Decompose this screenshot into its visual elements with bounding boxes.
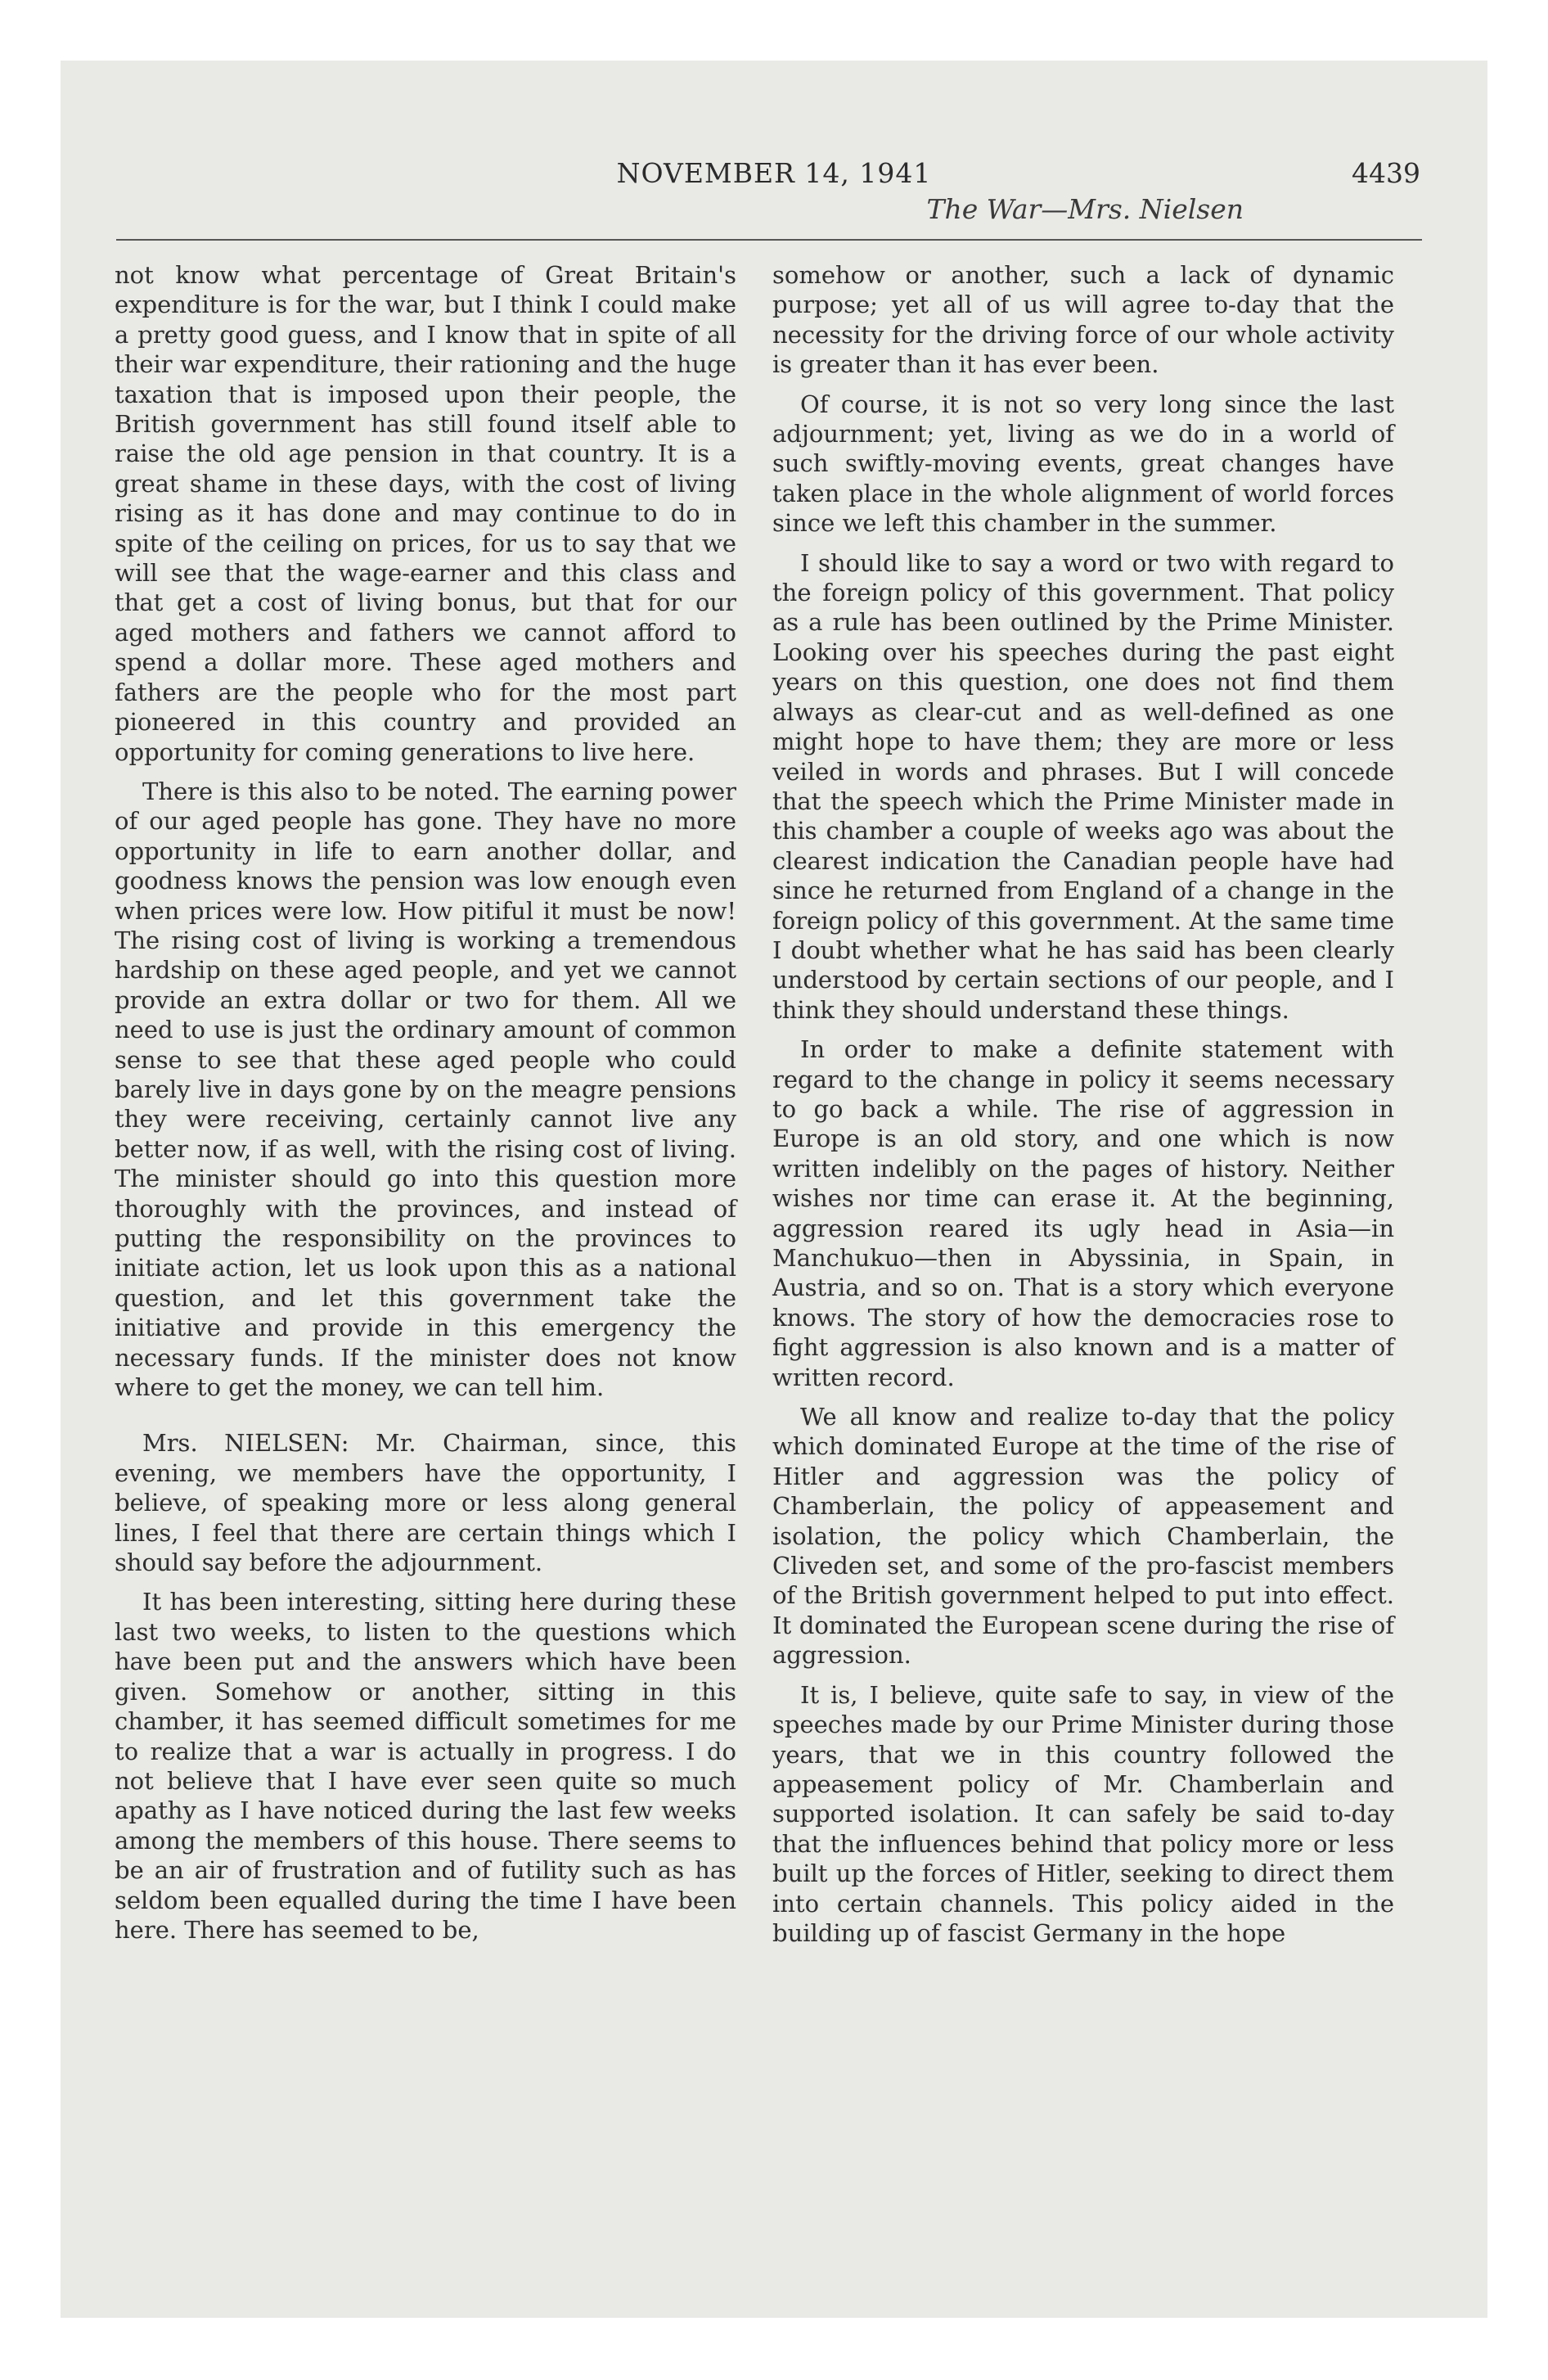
paragraph: There is this also to be noted. The earning power of our aged people has gone. They have no more opportunity in life to earn another dollar, and goodness knows the pension was low enough even when prices were low. How pitiful it must be now! The rising cost of living is working a tremendous hardship on these aged people, and yet we cannot provide an extra dollar or two for them. All we need to use is just the ordinary amount of common sense to see that these aged people who could barely live in days gone by on the meagre pensions they were receiving, certainly cannot live any better now, if as well, with the rising cost of living. The minister should go into this question more thoroughly with the provinces, and instead of putting the responsibility on the provinces to initiate action, let us look upon this as a national question, and let this government take the initiative and provide in this emergency the necessary funds. If the minister does not know where to get the money, we can tell him. — [115, 777, 736, 1402]
paragraph: We all know and realize to-day that the policy which dominated Europe at the time of the rise of Hitler and aggression was the policy of Chamberlain, the policy of appeasement and isolation, the policy which Chamberlain, the Cliveden set, and some of the pro-fascist members of the British government helped to put into effect. It dominated the European scene during the rise of aggression. — [772, 1403, 1394, 1670]
paragraph: It has been interesting, sitting here during these last two weeks, to listen to the questions which have been put and the answers which have been given. Somehow or another, sitting in this chamber, it has seemed difficult sometimes for me to realize that a war is actually in progress. I do not believe that I have ever seen quite so much apathy as I have noticed during the last few weeks among the members of this house. There seems to be an air of frustration and of futility such as has seldom been equalled during the time I have been here. There has seemed to be, — [115, 1588, 736, 1944]
paragraph: In order to make a definite statement with regard to the change in policy it seems necessary to go back a while. The rise of aggression in Europe is an old story, and one which is now written indelibly on the pages of history. Neither wishes nor time can erase it. At the beginning, aggression reared its ugly head in Asia—in Manchukuo—then in Abyssinia, in Spain, in Austria, and so on. That is a story which everyone knows. The story of how the democracies rose to fight aggression is also known and is a matter of written record. — [772, 1035, 1394, 1391]
paragraph: not know what percentage of Great Britain's expenditure is for the war, but I think I could make a pretty good guess, and I know that in spite of all their war expenditure, their rationing and the huge taxation that is imposed upon their people, the British government has still found itself able to raise the old age pension in that country. It is a great shame in these days, with the cost of living rising as it has done and may continue to do in spite of the ceiling on prices, for us to say that we will see that the wage-earner and this class and that get a cost of living bonus, but that for our aged mothers and fathers we cannot afford to spend a dollar more. These aged mothers and fathers are the people who for the most part pioneered in this country and provided an opportunity for coming generations to live here. — [115, 261, 736, 766]
paragraph-speaker-intro: Mrs. NIELSEN: Mr. Chairman, since, this evening, we members have the opportunity, I believe, of speaking more or less along general lines, I feel that there are certain things which I should say before the adjournment. — [115, 1429, 736, 1577]
paragraph: somehow or another, such a lack of dynamic purpose; yet all of us will agree to-day that the necessity for the driving force of our whole activity is greater than it has ever been. — [772, 261, 1394, 379]
right-column — [772, 260, 1394, 1958]
header-rule — [116, 239, 1422, 241]
page-number: 4439 — [1352, 157, 1420, 189]
running-header-subject: The War—Mrs. Nielsen — [926, 193, 1244, 225]
paragraph: Of course, it is not so very long since the last adjournment; yet, living as we do in a world of such swiftly-moving events, great changes have taken place in the whole alignment of world forces since we left this chamber in the summer. — [772, 390, 1394, 538]
running-header-date: NOVEMBER 14, 1941 — [616, 157, 932, 189]
left-column — [115, 260, 736, 1954]
paragraph: I should like to say a word or two with regard to the foreign policy of this government. That policy as a rule has been outlined by the Prime Minister. Looking over his speeches during the past eight years on this question, one does not find them always as clear-cut and as well-defined as one might hope to have them; they are more or less veiled in words and phrases. But I will concede that the speech which the Prime Minister made in this chamber a couple of weeks ago was about the clearest indication the Canadian people have had since he returned from England of a change in the foreign policy of this government. At the same time I doubt whether what he has said has been clearly understood by certain sections of our people, and I think they should understand these things. — [772, 548, 1394, 1024]
paragraph: It is, I believe, quite safe to say, in view of the speeches made by our Prime Minister during those years, that we in this country followed the appeasement policy of Mr. Chamberlain and supported isolation. It can safely be said to-day that the influences behind that policy more or less built up the forces of Hitler, seeking to direct them into certain channels. This policy aided in the building up of fascist Germany in the hope — [772, 1680, 1394, 1947]
